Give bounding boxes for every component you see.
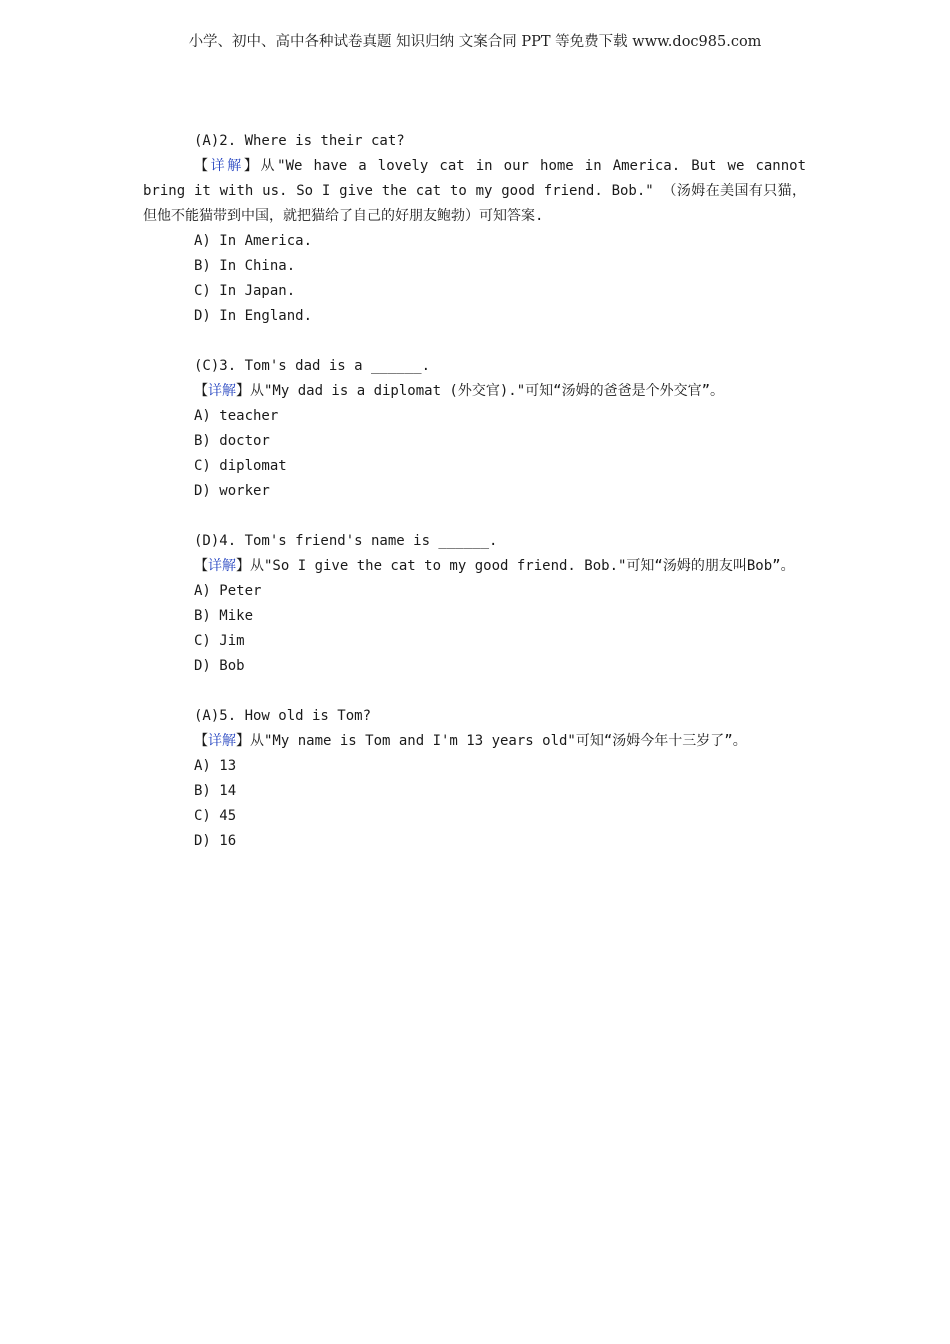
detail-bracket-close: 】: [236, 733, 250, 749]
page-header: 小学、初中、高中各种试卷真题 知识归纳 文案合同 PPT 等免费下载 www.doc985.com: [188, 34, 762, 50]
detail-bracket-close: 】: [236, 383, 250, 399]
option-d: D) In England.: [194, 308, 313, 324]
answer-explanation: [143, 554, 806, 579]
answer-explanation: [143, 729, 806, 754]
question-stem: (C)3. Tom's dad is a ______.: [194, 358, 431, 374]
option-b: B) In China.: [194, 258, 296, 274]
detail-label: 详解: [208, 558, 236, 574]
option-b: B) Mike: [194, 608, 254, 624]
detail-label: 详解: [208, 733, 236, 749]
option-d: D) worker: [194, 483, 270, 499]
question-stem: (A)5. How old is Tom?: [194, 708, 372, 724]
detail-bracket-close: 】: [236, 558, 250, 574]
answer-explanation: [143, 154, 806, 229]
detail-text: 从"So I give the cat to my good friend. Bob."可知“汤姆的朋友叫Bob”。: [250, 558, 795, 574]
detail-label: 详解: [208, 383, 236, 399]
detail-bracket-open: 【: [194, 158, 211, 174]
detail-bracket-open: 【: [194, 383, 208, 399]
question-4: [143, 529, 806, 679]
option-a: A) Peter: [194, 583, 262, 599]
detail-bracket-open: 【: [194, 558, 208, 574]
question-3: [143, 354, 806, 504]
option-b: B) doctor: [194, 433, 270, 449]
answer-explanation: [143, 379, 806, 404]
question-stem: (A)2. Where is their cat?: [194, 133, 405, 149]
document-body: [143, 129, 806, 879]
detail-label: 详解: [210, 158, 244, 174]
option-d: D) Bob: [194, 658, 245, 674]
option-c: C) diplomat: [194, 458, 287, 474]
detail-bracket-close: 】: [243, 158, 261, 174]
option-b: B) 14: [194, 783, 237, 799]
detail-text: 从"We have a lovely cat in our home in America. But we cannot bring it with us. So I give the cat to my good friend. Bob." （汤姆在美国有只猫，但他不能猫带到中国，就把猫给了自己的好朋友鲍勃）可知答案.: [143, 158, 807, 224]
option-d: D) 16: [194, 833, 237, 849]
option-c: C) 45: [194, 808, 237, 824]
option-a: A) teacher: [194, 408, 279, 424]
question-stem: (D)4. Tom's friend's name is ______.: [194, 533, 498, 549]
detail-text: 从"My name is Tom and I'm 13 years old"可知“汤姆今年十三岁了”。: [250, 733, 747, 749]
detail-text: 从"My dad is a diplomat (外交官)."可知“汤姆的爸爸是个外交官”。: [250, 383, 725, 399]
option-a: A) In America.: [194, 233, 313, 249]
option-c: C) Jim: [194, 633, 245, 649]
option-c: C) In Japan.: [194, 283, 296, 299]
detail-bracket-open: 【: [194, 733, 208, 749]
question-2: [143, 129, 806, 329]
option-a: A) 13: [194, 758, 237, 774]
question-5: [143, 704, 806, 854]
